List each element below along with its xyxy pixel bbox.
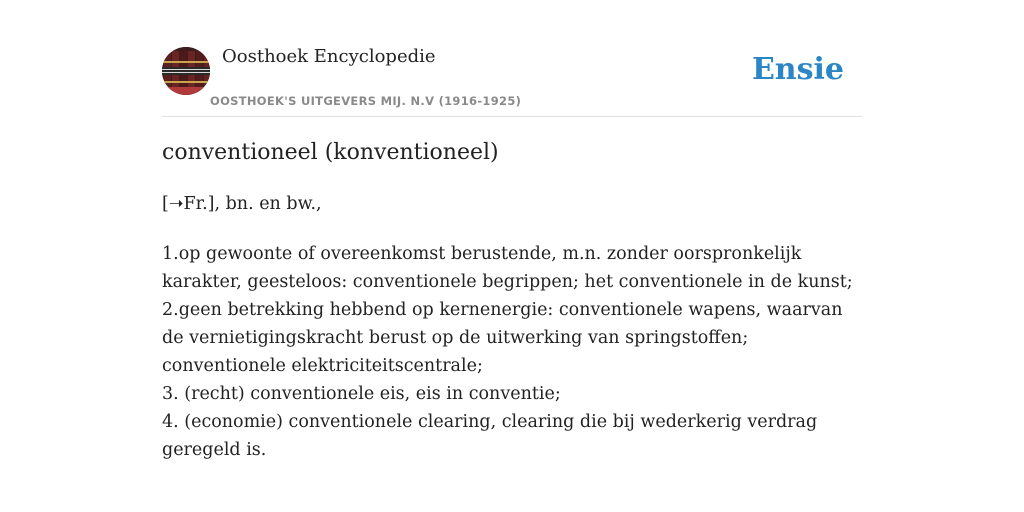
entry-etymology: [➝Fr.], bn. en bw., — [162, 194, 322, 214]
site-header — [162, 46, 862, 117]
entry-definition — [162, 240, 862, 464]
sense-3: 3. (recht) conventionele eis, eis in conventie; — [162, 384, 561, 404]
sense-1: 1.op gewoonte of overeenkomst berustende, m.n. zonder oorspronkelijk karakter, geesteloos: conventionele begrippen; het conventionele in de kunst; — [162, 244, 853, 292]
logo-graphic — [162, 47, 210, 95]
sense-2: 2.geen betrekking hebbend op kernenergie: conventionele wapens, waarvan de vernietigingskracht berust op de uitwerking van springstoffen; conventionele elektriciteitscentrale; — [162, 300, 843, 376]
sense-4: 4. (economie) conventionele clearing, clearing die bij wederkerig verdrag geregeld is. — [162, 412, 818, 460]
site-name[interactable]: Oosthoek Encyclopedie — [222, 46, 436, 67]
book-spines-icon[interactable] — [162, 47, 210, 95]
publisher-label: OOSTHOEK'S UITGEVERS MIJ. N.V (1916-1925) — [210, 94, 522, 108]
ensie-brand-link[interactable]: Ensie — [751, 52, 844, 87]
entry-title: conventioneel (konventioneel) — [162, 140, 499, 165]
